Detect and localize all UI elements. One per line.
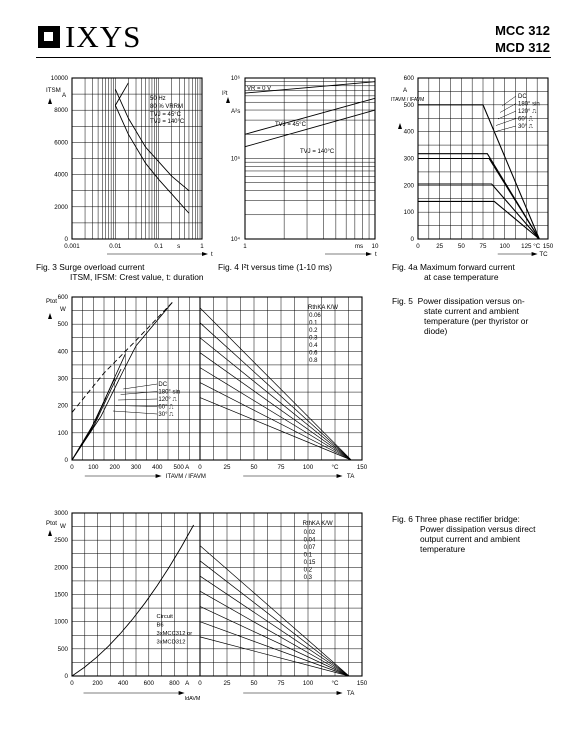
part-number-1: MCC 312 [495, 23, 550, 38]
caption-fig4a-sub: at case temperature [424, 272, 499, 282]
fig4a-ytick: 400 [403, 128, 414, 136]
fig4-yunit: A²s [231, 108, 241, 115]
fig6-annotation: 3xMCC312 or [156, 631, 193, 637]
fig5-xtick-left: 500 [173, 464, 184, 471]
fig5-ytick: 300 [57, 375, 68, 383]
fig5-rthka-value: 0.3 [309, 335, 318, 342]
fig6-xtick-right: 100 [302, 680, 314, 687]
fig4a-xtick: °C [533, 243, 541, 250]
caption-fig4a-text: Maximum forward current [419, 262, 515, 272]
fig6-annotation: B6 [156, 622, 164, 629]
fig6-xtick-left: 600 [143, 680, 154, 687]
fig3-xtick: 0.1 [154, 243, 163, 250]
fig5-xtick-left: 100 [88, 464, 99, 471]
fig5-rthka-value: 0.8 [309, 358, 318, 364]
fig6-xtick-left: 200 [92, 680, 103, 687]
fig5-xtick-left: 300 [130, 464, 142, 471]
fig6-xtick-left: 0 [70, 680, 74, 687]
fig6-xlabel-right: TA [346, 690, 355, 697]
fig6-xtick-left: 800 [169, 680, 180, 687]
caption-fig6-text: Three phase rectifier bridge: [415, 514, 520, 524]
fig5-legend-leader [118, 399, 157, 400]
caption-fig3-label: Fig. 3 [36, 262, 57, 272]
fig6-xtick-left: A [185, 680, 190, 687]
fig3-yunit: A [62, 92, 67, 99]
fig5-xtick-right: 75 [277, 464, 285, 471]
fig4a-xtick: 100 [499, 243, 510, 250]
fig6-rthka-value: 0.3 [303, 575, 313, 581]
caption-fig4a-label: Fig. 4a [392, 262, 418, 272]
fig5-xtick-right: 100 [302, 464, 314, 471]
fig3-ytick: 10000 [50, 75, 68, 82]
fig5-legend-entry: 180° sin [158, 389, 181, 396]
fig5-legend-entry: DC [158, 382, 168, 388]
fig4a-ylabel: ITAVM / IFAVM [391, 97, 425, 103]
fig6-ytick: 1500 [54, 591, 68, 599]
fig6-xarrow-left [179, 691, 185, 695]
fig6-ytick: 0 [64, 673, 68, 680]
fig5-xarrow-right [337, 474, 343, 478]
caption-fig5-line1: state current and ambient [424, 306, 519, 316]
fig3-ytick: 8000 [54, 107, 68, 115]
fig3-xtick: 0.01 [109, 243, 122, 250]
fig6-rthka-label: RthKA K/W [302, 521, 333, 527]
fig3-ytick: 4000 [54, 171, 68, 179]
fig4a-ytick: 0 [410, 236, 414, 243]
fig4a-series-line [418, 184, 539, 239]
fig5-xtick-left: 200 [109, 464, 120, 471]
fig5-xtick-right: 0 [198, 464, 202, 471]
fig4a-yunit: A [403, 87, 408, 94]
fig3-annotation: 80 % VRRM [150, 104, 184, 110]
fig3-xarrow [202, 252, 208, 256]
fig6-rthka-line [200, 576, 349, 676]
fig6-ytick: 1000 [54, 618, 68, 626]
fig5-legend-leader [123, 384, 157, 389]
fig4-xtick: 10 [371, 243, 379, 250]
fig5-legend-entry: 120° ⎍ [158, 397, 177, 403]
fig6-power-curve [72, 525, 194, 676]
fig6-rthka-value: 0.1 [303, 552, 313, 559]
fig5-yunit: W [60, 306, 66, 313]
fig6-ytick: 3000 [54, 510, 68, 517]
fig6-rthka-value: 0.02 [303, 530, 316, 536]
fig5-rthka-line [200, 335, 351, 460]
caption-fig6-line3: temperature [420, 544, 466, 554]
caption-fig3-sub: ITSM, IFSM: Crest value, t: duration [70, 272, 204, 282]
fig6-yarrow [48, 530, 52, 536]
fig4-ytick: 10⁴ [230, 237, 240, 243]
fig4a-legend-entry: 120° ⎍ [518, 109, 537, 115]
fig6-rthka-line [200, 606, 349, 676]
fig4a-xtick: 50 [457, 243, 465, 250]
fig6-rthka-value: 0.15 [303, 560, 316, 566]
fig4a-xtick: 150 [542, 243, 554, 250]
fig5-ylabel: Ptot [46, 298, 58, 305]
fig6-xtick-right: °C [331, 680, 339, 687]
fig5-xlabel-right: TA [346, 473, 355, 480]
caption-fig6-label: Fig. 6 [392, 514, 413, 524]
fig6-rthka-value: 0.2 [303, 567, 313, 574]
fig3-ytick: 6000 [54, 139, 68, 147]
fig4-ytick: 10⁶ [230, 76, 240, 82]
caption-fig6-line2: output current and ambient [420, 534, 521, 544]
fig4a-xarrow [532, 252, 538, 256]
fig5-power-curve [72, 354, 125, 460]
fig4-ytick: 10⁵ [230, 156, 240, 163]
fig5-rthka-value: 0.1 [309, 320, 318, 327]
fig3-xtick: 0.001 [64, 243, 80, 250]
fig4a-series-line [418, 201, 539, 239]
fig4a-legend-entry: 30° ⎍ [518, 124, 533, 130]
fig3-annotation: TVJ = 45°C [150, 112, 181, 118]
fig6-rthka-value: 0.07 [303, 545, 316, 551]
caption-fig6 [392, 514, 535, 554]
fig3-annotation: 50 Hz [150, 96, 166, 102]
fig6-ytick: 500 [57, 645, 68, 653]
fig5-xtick-left: A [185, 464, 190, 471]
fig4a-legend-leader [496, 119, 516, 126]
fig5-xtick-right: 50 [250, 464, 258, 471]
fig4a-xlabel: TC [539, 251, 548, 258]
fig5-rthka-line [200, 398, 351, 460]
fig3-ytick: 2000 [54, 203, 68, 211]
fig5-xtick-left: 400 [152, 464, 163, 471]
fig6-ylabel: Ptot [46, 520, 58, 527]
fig6-xtick-right: 0 [198, 680, 202, 687]
caption-fig4a [392, 262, 515, 282]
fig5-yarrow [48, 313, 52, 319]
caption-fig4 [218, 262, 332, 272]
fig4a-legend-entry: 60° ⎍ [518, 116, 533, 123]
fig5-rthka-label: RthKA K/W [308, 305, 339, 311]
caption-fig3-text: Surge overload current [59, 262, 145, 272]
fig4a-legend-leader [494, 126, 516, 132]
fig6-xtick-right: 50 [250, 680, 258, 687]
fig5-rthka-line [200, 350, 351, 460]
fig4-xarrow [366, 252, 372, 256]
fig3-ytick: 0 [64, 236, 68, 243]
fig4-xlabel: t [375, 251, 377, 258]
fig5-ytick: 200 [57, 402, 68, 410]
fig4a-legend-entry: DC [518, 94, 527, 100]
fig3-xlabel: t [211, 251, 213, 258]
fig5-ytick: 500 [57, 321, 68, 329]
fig5-rthka-line [200, 308, 351, 460]
fig4-series-line [245, 110, 375, 147]
fig5-xlabel-left: ITAVM / IFAVM [165, 474, 206, 480]
fig4a-xtick: 75 [479, 243, 487, 250]
fig6-xtick-right: 150 [356, 680, 368, 687]
fig5-xtick-left: 0 [70, 464, 74, 471]
fig4a-xtick: 0 [416, 243, 420, 250]
fig3-xtick: s [177, 243, 181, 250]
fig6-ytick: 2500 [54, 537, 68, 545]
fig4a-ytick: 600 [403, 75, 414, 82]
caption-fig5-label: Fig. 5 [392, 296, 413, 306]
caption-fig4-label: Fig. 4 [218, 262, 239, 272]
fig3-yarrow [48, 98, 52, 104]
fig5-rthka-value: 0.06 [309, 313, 321, 319]
fig4a-legend-entry: 180° sin [518, 101, 540, 108]
part-number-2: MCD 312 [495, 40, 550, 55]
fig4-ylabel: I²t [222, 90, 228, 97]
fig5-rthka-line [200, 368, 351, 460]
fig4-xtick: 1 [243, 243, 247, 250]
fig4-xtick: ms [354, 243, 364, 250]
fig6-xarrow-right [337, 691, 343, 695]
fig5-xtick-right: °C [331, 464, 339, 471]
fig5-legend-entry: 30° ⎍ [158, 412, 174, 418]
fig5-rthka-line [200, 320, 351, 460]
fig4a-ytick: 200 [403, 182, 414, 190]
fig5-rthka-value: 0.4 [309, 343, 318, 349]
fig4a-xtick: 125 [521, 243, 532, 250]
fig6-xtick-right: 75 [277, 680, 285, 687]
fig5-ytick: 100 [57, 429, 68, 437]
fig4-annotation: VR = 0 V [247, 86, 272, 92]
logo-text: IXYS [65, 19, 142, 54]
caption-fig5-line2: temperature (per thyristor or [424, 316, 529, 326]
fig5-rthka-line [200, 383, 351, 460]
fig5-xtick-right: 25 [223, 464, 231, 471]
fig6-rthka-value: 0.04 [303, 537, 316, 544]
fig5-rthka-value: 0.6 [309, 350, 318, 357]
fig6-rthka-line [200, 561, 349, 676]
fig4-annotation: TVJ = 140°C [300, 149, 335, 155]
fig3-xtick: 1 [200, 243, 204, 250]
fig5-ytick: 0 [64, 457, 68, 464]
fig5-xtick-right: 150 [356, 464, 368, 471]
fig6-rthka-line [200, 591, 349, 676]
fig4a-xtick: 25 [436, 243, 444, 250]
fig5-legend-leader [113, 411, 157, 414]
fig4a-ytick: 500 [403, 101, 414, 109]
fig5-xarrow-left [156, 474, 162, 478]
fig4a-ytick: 300 [403, 155, 414, 163]
fig5-ytick: 600 [57, 294, 68, 301]
caption-fig5-line3: diode) [424, 326, 448, 336]
fig6-xlabel-left: IdAVM [184, 696, 201, 702]
caption-fig4-text: I²t versus time (1-10 ms) [241, 262, 333, 272]
fig4a-ytick: 100 [403, 209, 414, 217]
fig4-annotation: TVJ = 45°C [275, 122, 306, 128]
fig5-legend-entry: 60° ⎍ [158, 404, 174, 411]
fig3-ylabel: ITSM [46, 87, 61, 94]
fig6-xtick-left: 400 [118, 680, 129, 687]
fig6-annotation: 3xMCD312 [156, 639, 186, 646]
fig3-annotation: TVJ = 140°C [150, 119, 185, 125]
fig4-yarrow [226, 97, 230, 103]
caption-fig3 [36, 262, 204, 282]
fig5-rthka-value: 0.2 [309, 328, 318, 334]
fig4a-yarrow [398, 123, 402, 129]
fig6-xtick-right: 25 [223, 680, 231, 687]
fig6-yunit: W [60, 523, 66, 530]
fig5-ytick: 400 [57, 348, 68, 356]
fig6-annotation: Circuit [156, 614, 173, 620]
fig4-series-line [245, 98, 375, 134]
caption-fig6-line1: Power dissipation versus direct [420, 524, 536, 534]
caption-fig5-text: Power dissipation versus on- [417, 296, 525, 306]
fig6-ytick: 2000 [54, 564, 68, 572]
caption-fig5 [392, 296, 528, 336]
